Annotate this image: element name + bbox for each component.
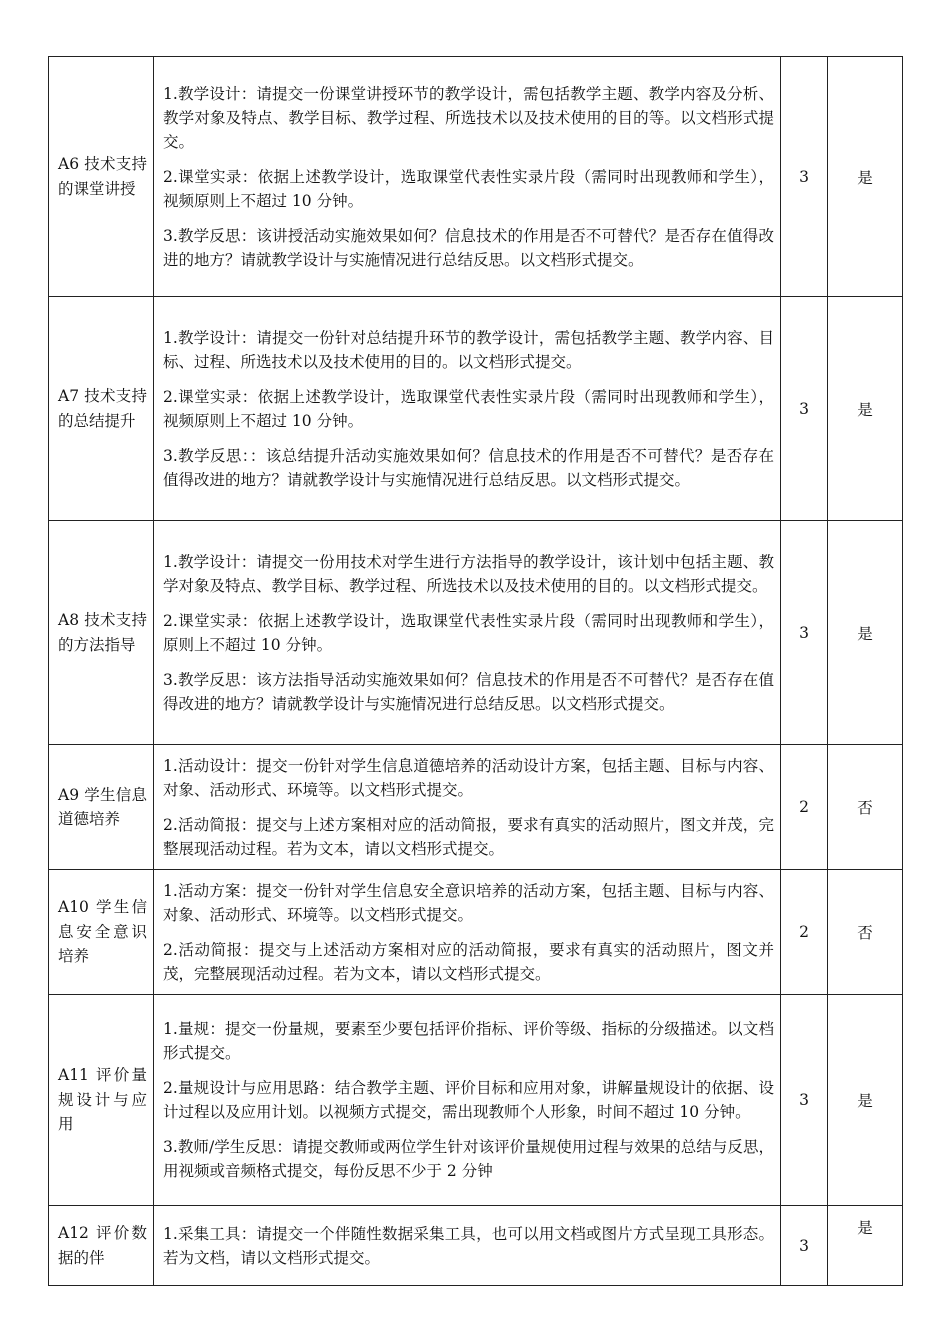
item-required: 是 <box>828 57 903 297</box>
item-name: A6 技术支持的课堂讲授 <box>49 57 154 297</box>
item-required: 否 <box>828 745 903 870</box>
table-row <box>49 745 903 870</box>
item-count: 3 <box>781 57 828 297</box>
item-requirement: 3.教学反思：该讲授活动实施效果如何？信息技术的作用是否不可替代？是否存在值得改进的地方？请就教学设计与实施情况进行总结反思。以文档形式提交。 <box>163 226 774 269</box>
item-description <box>154 521 781 745</box>
item-description <box>154 297 781 521</box>
item-count: 2 <box>781 870 828 995</box>
table-row <box>49 297 903 521</box>
item-required: 是 <box>828 521 903 745</box>
item-description <box>154 745 781 870</box>
item-description <box>154 1206 781 1286</box>
item-requirement: 3.教学反思：：该总结提升活动实施效果如何？信息技术的作用是否不可替代？是否存在值得改进的地方？请就教学设计与实施情况进行总结反思。以文档形式提交。 <box>163 446 774 489</box>
table-row <box>49 870 903 995</box>
item-count: 3 <box>781 521 828 745</box>
item-requirement: 2.活动简报：提交与上述方案相对应的活动简报，要求有真实的活动照片，图文并茂，完整展现活动过程。若为文本，请以文档形式提交。 <box>163 815 774 858</box>
item-name: A10 学生信息安全意识培养 <box>49 870 154 995</box>
item-requirement: 2.量规设计与应用思路：结合教学主题、评价目标和应用对象，讲解量规设计的依据、设计过程以及应用计划。以视频方式提交，需出现教师个人形象，时间不超过 10 分钟。 <box>163 1079 774 1121</box>
item-requirement: 2.课堂实录：依据上述教学设计，选取课堂代表性实录片段（需同时出现教师和学生），视频原则上不超过 10 分钟。 <box>163 167 774 210</box>
item-required: 否 <box>828 870 903 995</box>
item-count: 2 <box>781 745 828 870</box>
item-count: 3 <box>781 1206 828 1286</box>
item-requirement: 2.活动简报：提交与上述活动方案相对应的活动简报，要求有真实的活动照片，图文并茂，完整展现活动过程。若为文本，请以文档形式提交。 <box>163 940 774 983</box>
item-requirement: 1.活动方案：提交一份针对学生信息安全意识培养的活动方案，包括主题、目标与内容、对象、活动形式、环境等。以文档形式提交。 <box>163 881 774 924</box>
item-name: A11 评价量规设计与应用 <box>49 995 154 1206</box>
item-required: 是 <box>828 995 903 1206</box>
table-row <box>49 521 903 745</box>
item-name: A7 技术支持的总结提升 <box>49 297 154 521</box>
item-required: 是 <box>828 297 903 521</box>
item-requirement: 3.教学反思：该方法指导活动实施效果如何？信息技术的作用是否不可替代？是否存在值得改进的地方？请就教学设计与实施情况进行总结反思。以文档形式提交。 <box>163 670 774 713</box>
item-requirement: 3.教师/学生反思：请提交教师或两位学生针对该评价量规使用过程与效果的总结与反思，用视频或音频格式提交，每份反思不少于 2 分钟 <box>163 1138 774 1180</box>
table-row <box>49 995 903 1206</box>
item-name: A12 评价数据的伴 <box>49 1206 154 1286</box>
item-name: A9 学生信息道德培养 <box>49 745 154 870</box>
item-requirement: 2.课堂实录：依据上述教学设计，选取课堂代表性实录片段（需同时出现教师和学生），视频原则上不超过 10 分钟。 <box>163 387 774 430</box>
item-count: 3 <box>781 297 828 521</box>
item-description <box>154 995 781 1206</box>
item-requirement: 1.教学设计：请提交一份课堂讲授环节的教学设计，需包括教学主题、教学内容及分析、教学对象及特点、教学目标、教学过程、所选技术以及技术使用的目的等。以文档形式提交。 <box>163 84 774 151</box>
item-required: 是 <box>828 1206 903 1286</box>
item-requirement: 1.教学设计：请提交一份用技术对学生进行方法指导的教学设计，该计划中包括主题、教学对象及特点、教学目标、教学过程、所选技术以及技术使用的目的。以文档形式提交。 <box>163 552 774 595</box>
item-requirement: 1.量规：提交一份量规，要素至少要包括评价指标、评价等级、指标的分级描述。以文档形式提交。 <box>163 1020 774 1062</box>
item-requirement: 2.课堂实录：依据上述教学设计，选取课堂代表性实录片段（需同时出现教师和学生），原则上不超过 10 分钟。 <box>163 611 774 654</box>
table-row <box>49 57 903 297</box>
item-count: 3 <box>781 995 828 1206</box>
item-name: A8 技术支持的方法指导 <box>49 521 154 745</box>
item-requirement: 1.教学设计：请提交一份针对总结提升环节的教学设计，需包括教学主题、教学内容、目标、过程、所选技术以及技术使用的目的。以文档形式提交。 <box>163 328 774 371</box>
item-requirement: 1.活动设计：提交一份针对学生信息道德培养的活动设计方案，包括主题、目标与内容、对象、活动形式、环境等。以文档形式提交。 <box>163 756 774 799</box>
item-requirement: 1.采集工具：请提交一个伴随性数据采集工具，也可以用文档或图片方式呈现工具形态。若为文档，请以文档形式提交。 <box>163 1224 774 1267</box>
table-row <box>49 1206 903 1286</box>
item-description <box>154 57 781 297</box>
item-description <box>154 870 781 995</box>
requirements-table <box>48 56 903 1286</box>
